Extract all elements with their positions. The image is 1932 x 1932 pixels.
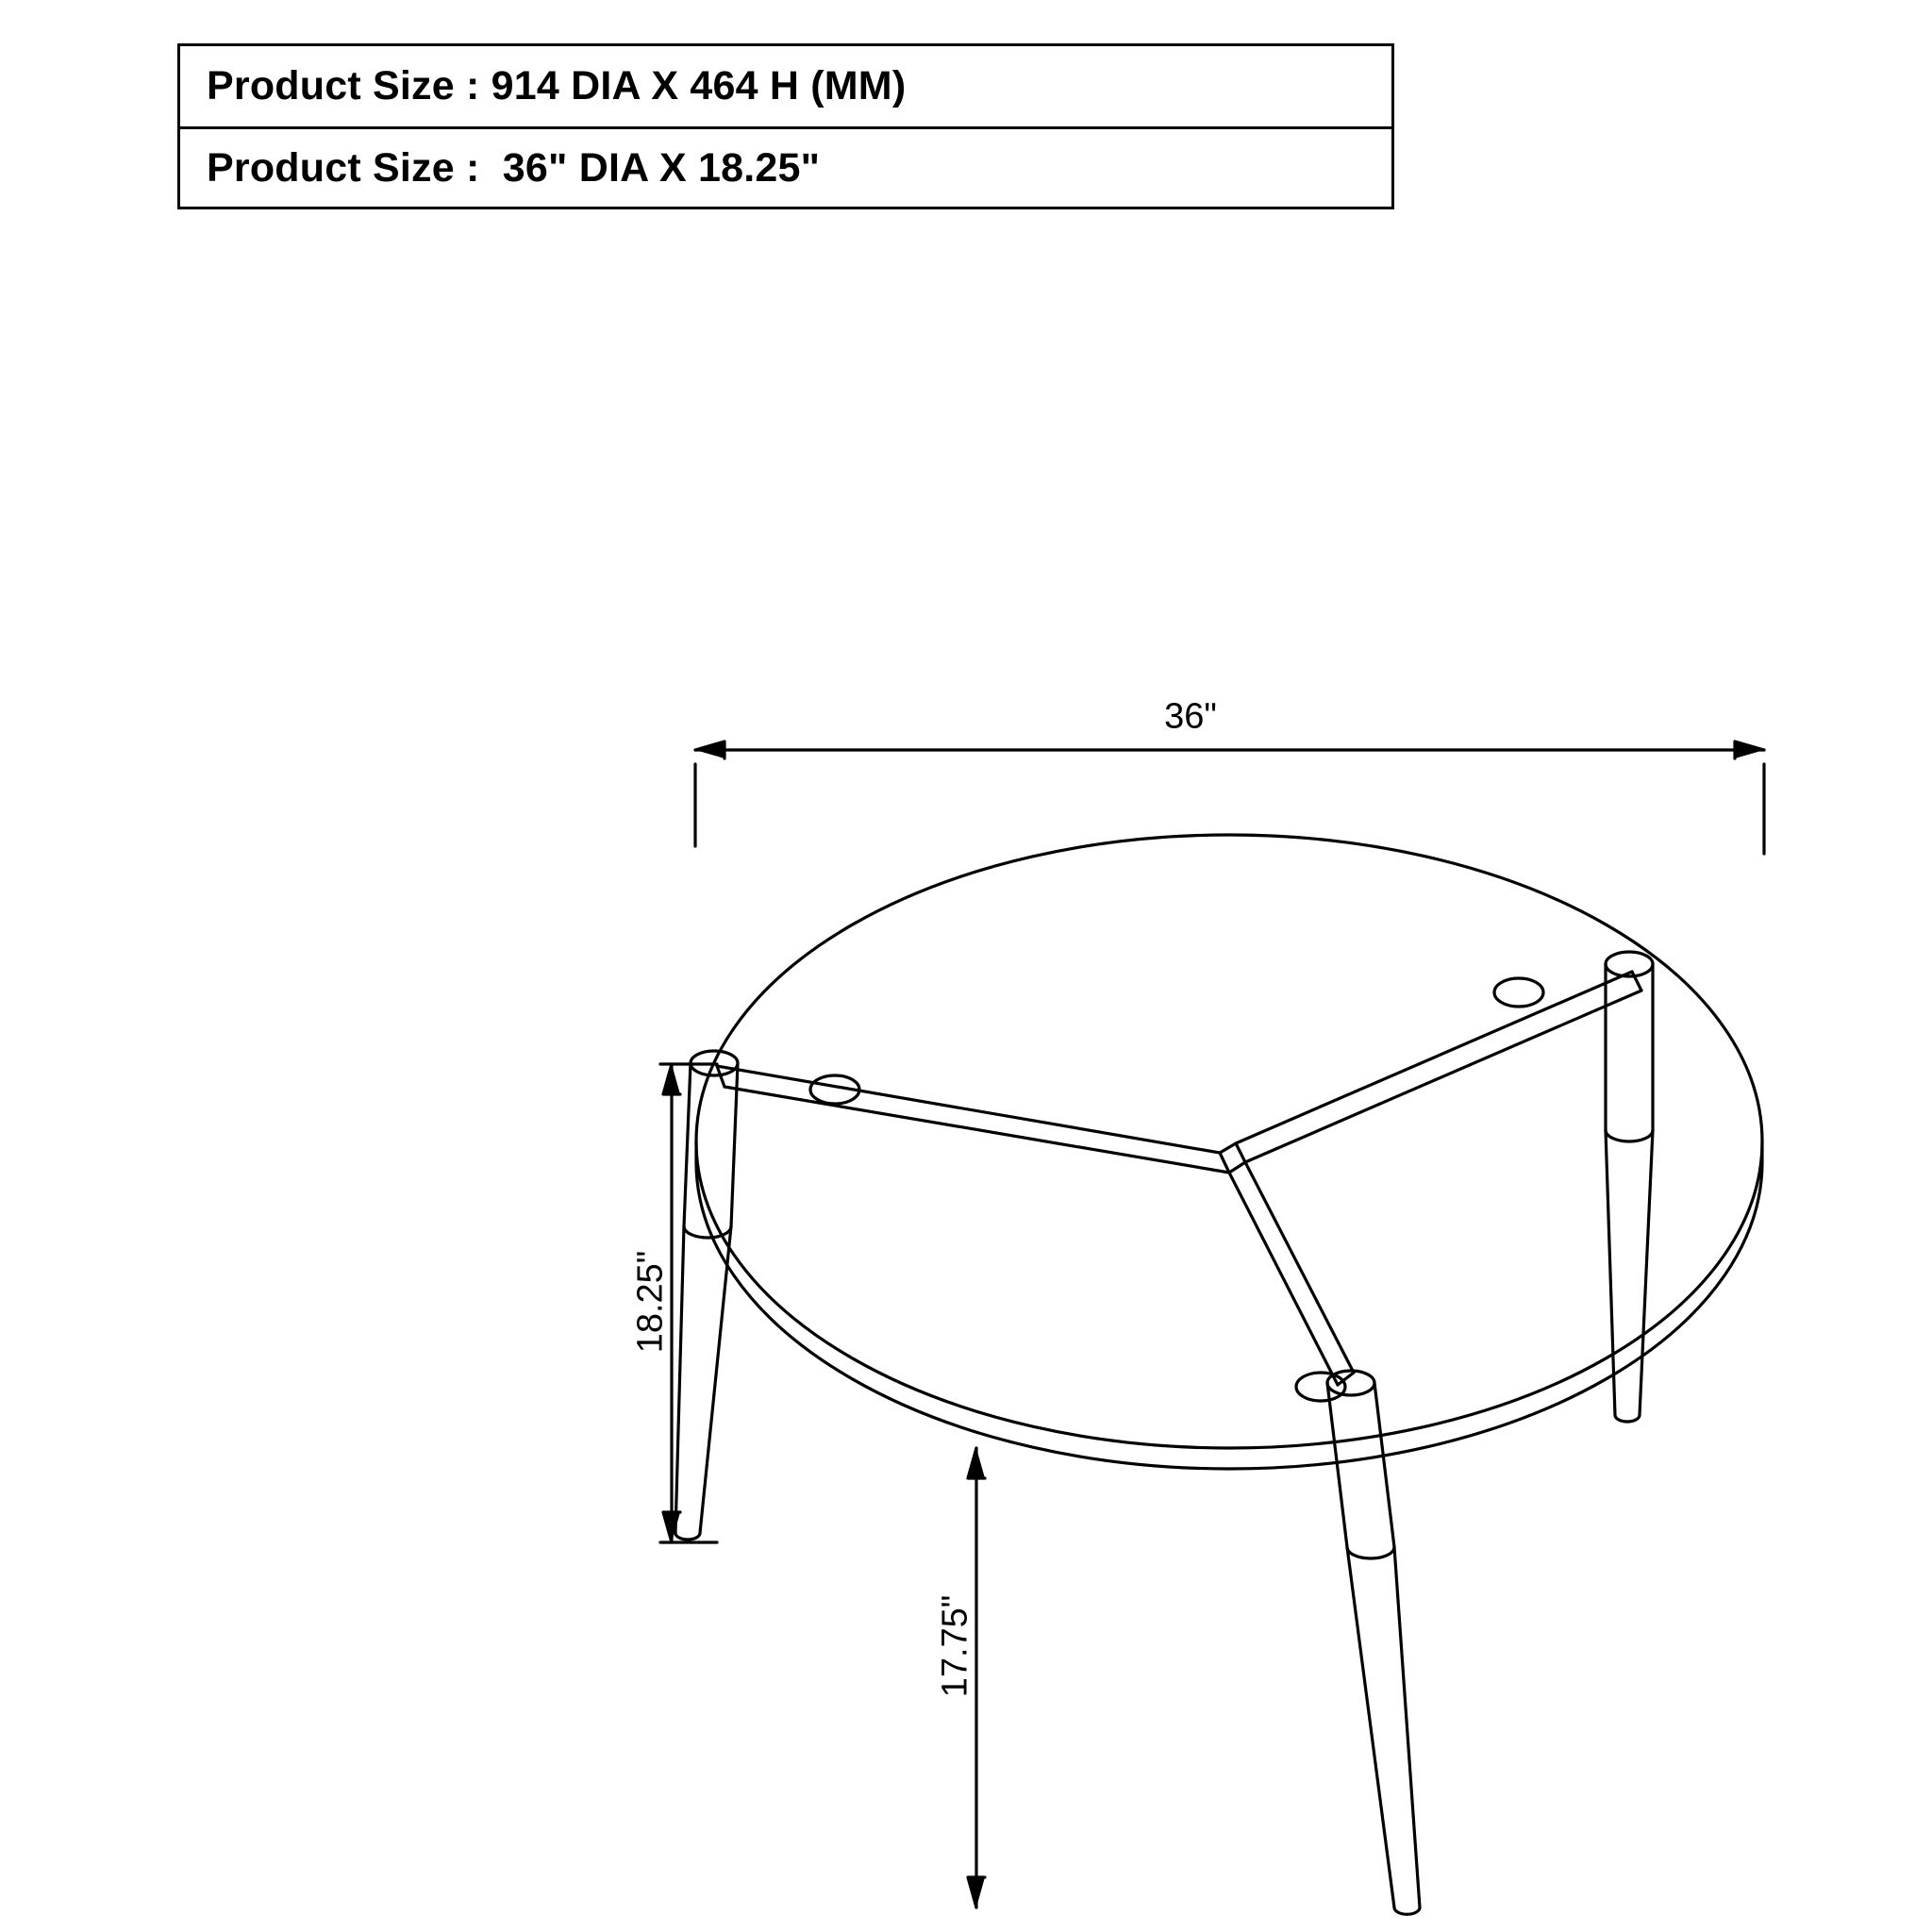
dimension-label-leg: 17.75" <box>935 1594 975 1698</box>
dimension-label-height: 18.25" <box>630 1250 671 1354</box>
y-frame <box>717 972 1641 1401</box>
glass-table-top <box>696 835 1762 1469</box>
product-size-imperial: Product Size : 36" DIA X 18.25" <box>207 144 821 191</box>
table-leg-right <box>1606 952 1653 1422</box>
dimension-line-leg <box>968 1448 985 1907</box>
table-leg-left <box>675 1051 738 1540</box>
product-size-metric: Product Size : 914 DIA X 464 H (MM) <box>207 63 907 108</box>
dimension-label-width: 36" <box>1164 696 1217 737</box>
dimension-line-width <box>695 741 1764 854</box>
